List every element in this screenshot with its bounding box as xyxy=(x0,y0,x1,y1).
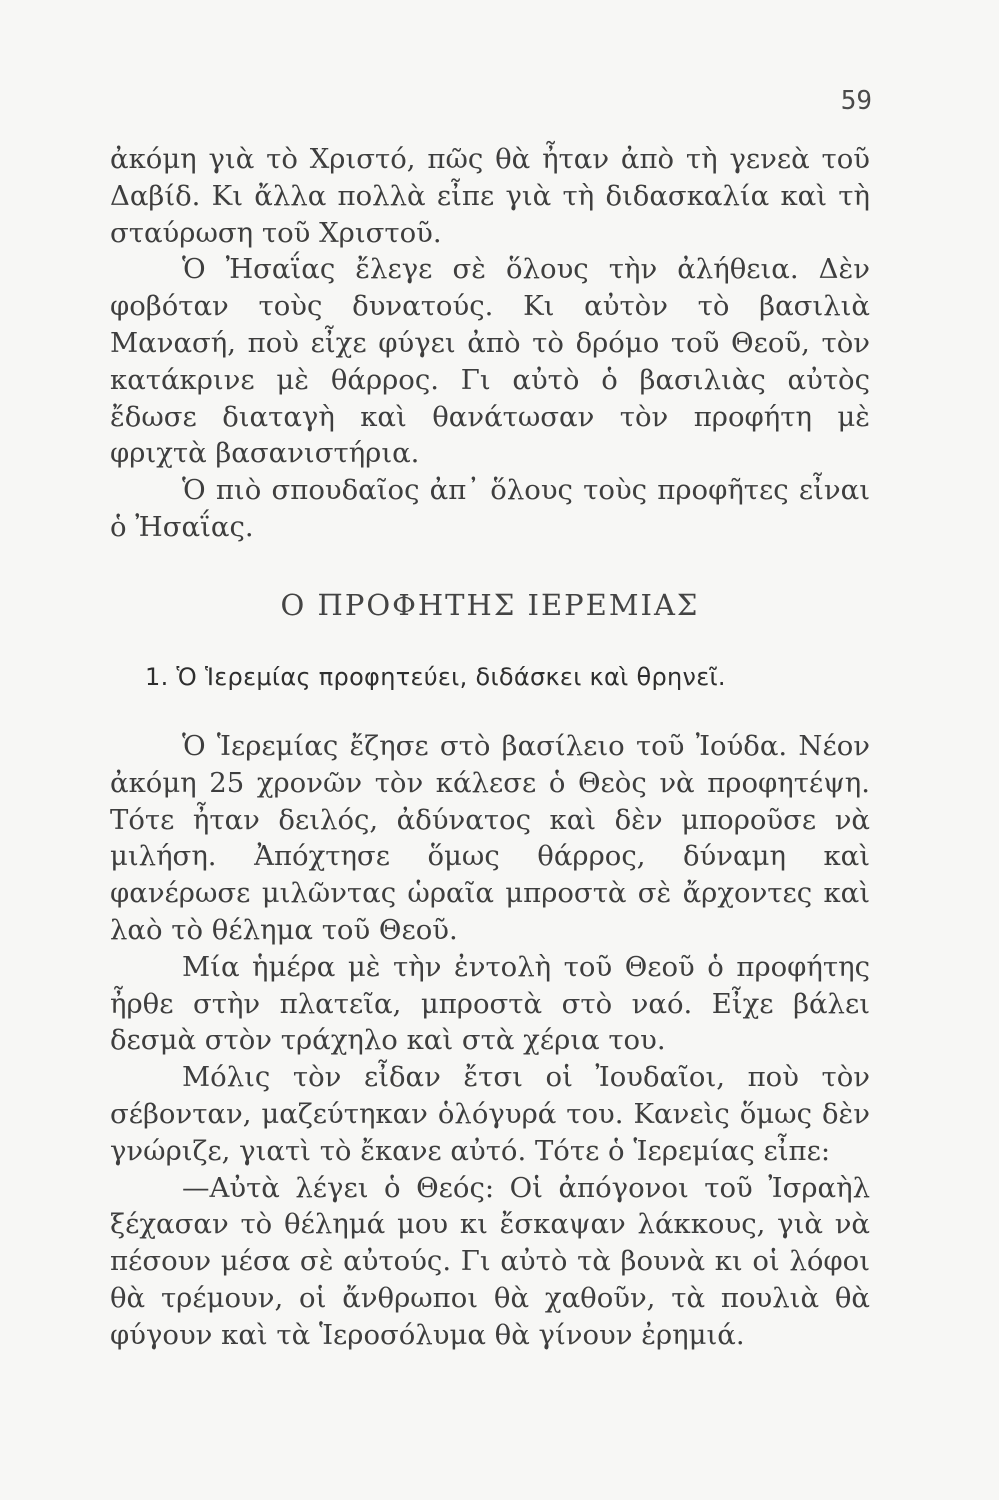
paragraph: Μία ἡμέρα μὲ τὴν ἐντολὴ τοῦ Θεοῦ ὁ προφήτης ἦρθε στὴν πλατεῖα, μπροστὰ στὸ ναό. Εἶχε βάλει δεσμὰ στὸν τράχηλο καὶ στὰ χέρια του. xyxy=(110,950,870,1057)
section-text xyxy=(110,728,870,1354)
paragraph: —Αὐτὰ λέγει ὁ Θεός: Οἱ ἀπόγονοι τοῦ Ἰσραὴλ ξέχασαν τὸ θέλημά μου κι ἔσκαψαν λάκκους, γιὰ νὰ πέσουν μέσα σὲ αὐτούς. Γι αὐτὸ τὰ βουνὰ κι οἱ λόφοι θὰ τρέμουν, οἱ ἄνθρωποι θὰ χαθοῦν, τὰ πουλιὰ θὰ φύγουν καὶ τὰ Ἱεροσόλυμα θὰ γίνουν ἐρημιά. xyxy=(110,1171,870,1351)
chapter-title: Ο ΠΡΟΦΗΤΗΣ ΙΕΡΕΜΙΑΣ xyxy=(280,588,700,622)
intro-text xyxy=(110,141,870,546)
paragraph: Ὁ Ἱερεμίας ἔζησε στὸ βασίλειο τοῦ Ἰούδα. Νέον ἀκόμη 25 χρονῶν τὸν κάλεσε ὁ Θεὸς νὰ προφητέψη. Τότε ἦταν δειλός, ἀδύνατος καὶ δὲν μποροῦσε νὰ μιλήση. Ἀπόχτησε ὅμως θάρρος, δύναμη καὶ φανέρωσε μιλῶντας ὡραῖα μπροστὰ σὲ ἄρχοντες καὶ λαὸ τὸ θέλημα τοῦ Θεοῦ. xyxy=(110,730,870,946)
page-number: 59 xyxy=(840,86,872,116)
section-heading: 1. Ὁ Ἱερεμίας προφητεύει, διδάσκει καὶ θρηνεῖ. xyxy=(145,663,726,691)
paragraph: Μόλις τὸν εἶδαν ἔτσι οἱ Ἰουδαῖοι, ποὺ τὸν σέβονταν, μαζεύτηκαν ὁλόγυρά του. Κανεὶς ὅμως δὲν γνώριζε, γιατὶ τὸ ἔκανε αὐτό. Τότε ὁ Ἱερεμίας εἶπε: xyxy=(110,1061,870,1167)
paragraph: ἀκόμη γιὰ τὸ Χριστό, πῶς θὰ ἦταν ἀπὸ τὴ γενεὰ τοῦ Δαβίδ. Κι ἄλλα πολλὰ εἶπε γιὰ τὴ διδασκαλία καὶ τὴ σταύρωση τοῦ Χριστοῦ. xyxy=(110,143,870,249)
paragraph: Ὁ Ἠσαΐας ἔλεγε σὲ ὅλους τὴν ἀλήθεια. Δὲν φοβόταν τοὺς δυνατούς. Κι αὐτὸν τὸ βασιλιὰ Μανασή, ποὺ εἶχε φύγει ἀπὸ τὸ δρόμο τοῦ Θεοῦ, τὸν κατάκρινε μὲ θάρρος. Γι αὐτὸ ὁ βασιλιὰς αὐτὸς ἔδωσε διαταγὴ καὶ θανάτωσαν τὸν προφήτη μὲ φριχτὰ βασανιστήρια. xyxy=(110,253,870,470)
paragraph: Ὁ πιὸ σπουδαῖος ἀπ᾽ ὅλους τοὺς προφῆτες εἶναι ὁ Ἠσαΐας. xyxy=(110,474,870,543)
